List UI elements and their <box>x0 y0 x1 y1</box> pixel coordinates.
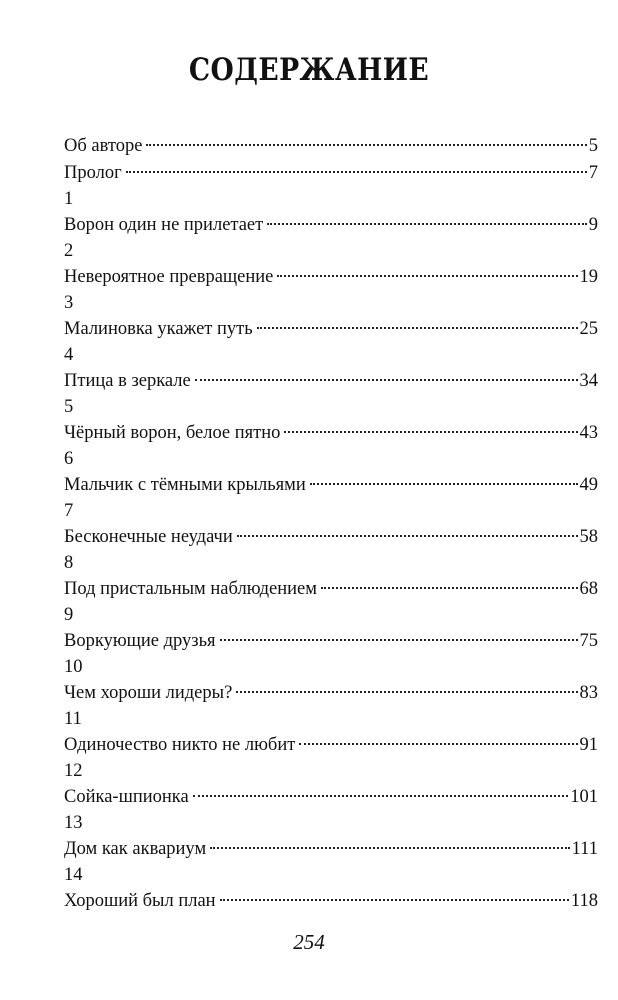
toc-entry-title: Хороший был план <box>64 891 216 911</box>
toc-entry-line <box>64 419 598 447</box>
toc-entry-page: 9 <box>588 215 598 235</box>
toc-entry-page: 43 <box>579 423 598 443</box>
chapter-number: 3 <box>64 293 74 313</box>
toc-entry-page: 91 <box>579 735 598 755</box>
toc-entry[interactable] <box>64 133 598 160</box>
toc-entry-line <box>64 783 598 811</box>
toc-entry-page: 83 <box>579 683 598 703</box>
toc-entry-title: Ворон один не прилетает <box>64 215 264 235</box>
toc-entry-title: Одиночество никто не любит <box>64 735 296 755</box>
toc-entry[interactable] <box>64 759 598 811</box>
toc-entry-title: Дом как аквариум <box>64 839 207 859</box>
toc-entry-line <box>64 731 598 759</box>
dot-leader <box>210 847 569 849</box>
chapter-number: 9 <box>64 605 74 625</box>
toc-entry-line <box>64 211 598 239</box>
toc-entry-page: 5 <box>588 136 598 156</box>
dot-leader <box>220 899 569 901</box>
toc-entry-line <box>64 679 598 707</box>
chapter-number: 13 <box>64 813 83 833</box>
toc-entry[interactable] <box>64 499 598 551</box>
toc-entry-line <box>64 523 598 551</box>
toc-entry-line <box>64 263 598 291</box>
dot-leader <box>146 144 586 146</box>
toc-entry[interactable] <box>64 447 598 499</box>
chapter-number: 14 <box>64 865 83 885</box>
toc-entry-page: 75 <box>579 631 598 651</box>
toc-entry-page: 118 <box>570 891 598 911</box>
toc-entry-page: 101 <box>570 787 598 807</box>
toc-entry-page: 68 <box>579 579 598 599</box>
chapter-number: 1 <box>64 189 74 209</box>
dot-leader <box>195 379 578 381</box>
toc-entry-page: 111 <box>571 839 598 859</box>
toc-entry-page: 49 <box>579 475 598 495</box>
toc-entry-line <box>64 575 598 603</box>
toc-entry[interactable] <box>64 343 598 395</box>
toc-entry-title: Чёрный ворон, белое пятно <box>64 423 281 443</box>
chapter-number: 11 <box>64 709 82 729</box>
toc-entry-line <box>64 315 598 343</box>
toc-entry[interactable] <box>64 187 598 239</box>
chapter-number: 6 <box>64 449 74 469</box>
toc-entry-page: 7 <box>588 163 598 183</box>
toc-entry[interactable] <box>64 863 598 915</box>
chapter-number: 7 <box>64 501 74 521</box>
toc-entry[interactable] <box>64 707 598 759</box>
dot-leader <box>236 691 577 693</box>
toc-entry-line <box>64 367 598 395</box>
page-title: СОДЕРЖАНИЕ <box>188 52 430 88</box>
toc-entry-title: Пролог <box>64 163 122 183</box>
toc-entry-title: Сойка-шпионка <box>64 787 189 807</box>
toc-entry-page: 34 <box>579 371 598 391</box>
toc-entry[interactable] <box>64 603 598 655</box>
dot-leader <box>284 431 577 433</box>
toc-entry-title: Мальчик с тёмными крыльями <box>64 475 306 495</box>
toc-entry-line <box>64 133 598 160</box>
toc-entry-line <box>64 627 598 655</box>
toc-entry[interactable] <box>64 291 598 343</box>
table-of-contents <box>64 133 598 915</box>
toc-entry-title: Об авторе <box>64 136 143 156</box>
toc-entry-line <box>64 835 598 863</box>
chapter-number: 5 <box>64 397 74 417</box>
toc-entry[interactable] <box>64 811 598 863</box>
chapter-number: 8 <box>64 553 74 573</box>
toc-entry-title: Малиновка укажет путь <box>64 319 253 339</box>
toc-entry-page: 19 <box>579 267 598 287</box>
dot-leader <box>220 639 578 641</box>
toc-entry[interactable] <box>64 655 598 707</box>
toc-entry-title: Воркующие друзья <box>64 631 216 651</box>
toc-entry-line <box>64 160 598 187</box>
toc-entry-title: Невероятное превращение <box>64 267 274 287</box>
toc-entry-page: 58 <box>579 527 598 547</box>
toc-entry[interactable] <box>64 551 598 603</box>
chapter-number: 12 <box>64 761 83 781</box>
chapter-number: 2 <box>64 241 74 261</box>
toc-entry-line <box>64 887 598 915</box>
dot-leader <box>310 483 578 485</box>
dot-leader <box>267 223 587 225</box>
toc-entry[interactable] <box>64 160 598 187</box>
toc-entry-line <box>64 471 598 499</box>
toc-entry[interactable] <box>64 239 598 291</box>
dot-leader <box>321 587 578 589</box>
toc-entry-title: Птица в зеркале <box>64 371 191 391</box>
toc-entry-title: Бесконечные неудачи <box>64 527 233 547</box>
chapter-number: 10 <box>64 657 83 677</box>
dot-leader <box>257 327 578 329</box>
chapter-number: 4 <box>64 345 74 365</box>
dot-leader <box>277 275 577 277</box>
toc-entry-title: Чем хороши лидеры? <box>64 683 233 703</box>
dot-leader <box>193 795 569 797</box>
dot-leader <box>126 171 587 173</box>
dot-leader <box>237 535 578 537</box>
page-number: 254 <box>293 930 325 954</box>
toc-entry[interactable] <box>64 395 598 447</box>
toc-entry-title: Под пристальным наблюдением <box>64 579 317 599</box>
toc-entry-page: 25 <box>579 319 598 339</box>
dot-leader <box>299 743 577 745</box>
